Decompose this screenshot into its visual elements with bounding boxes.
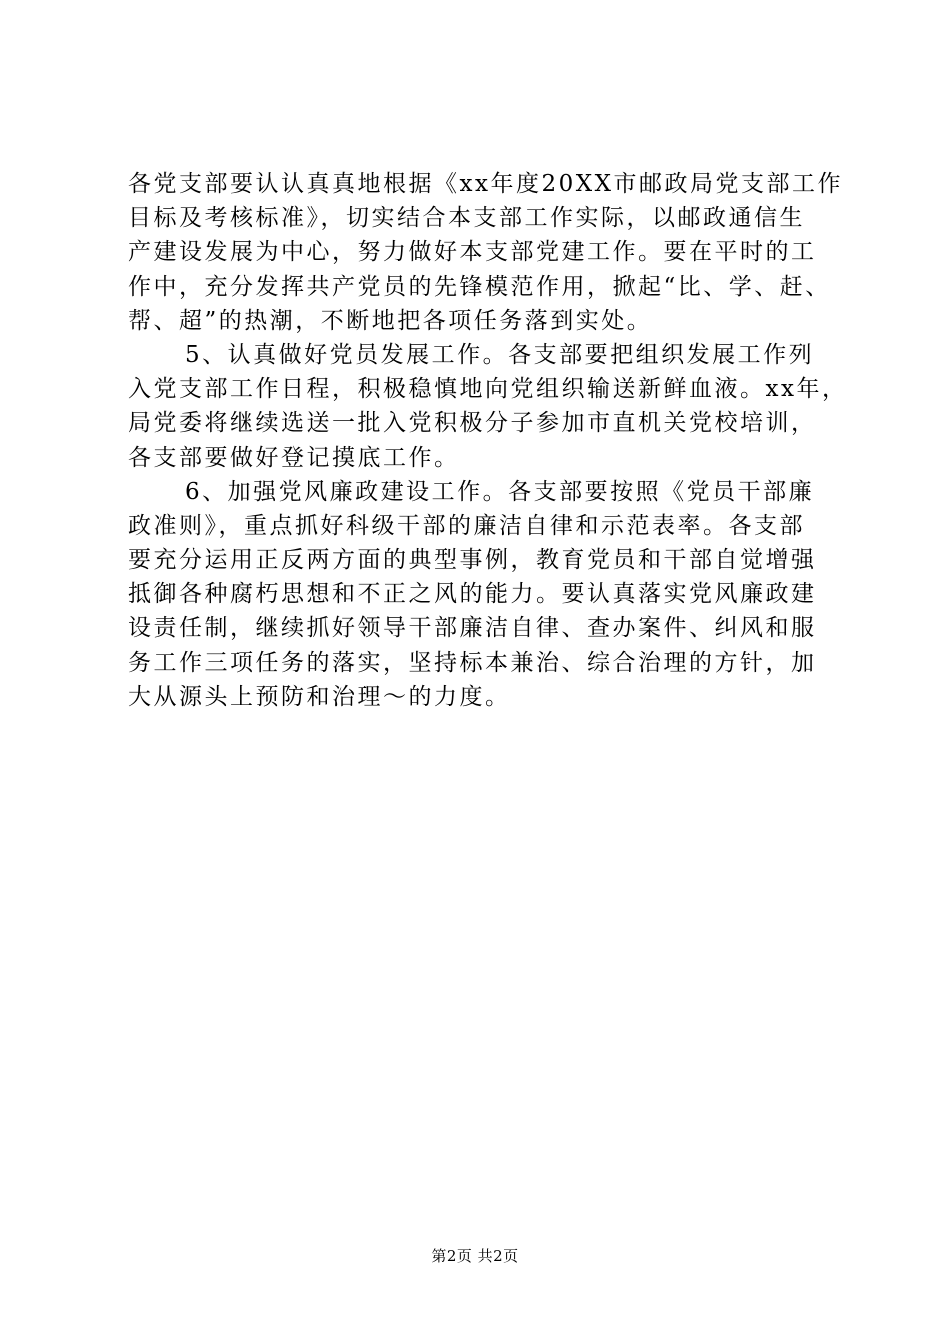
document-body	[128, 167, 848, 714]
text-line: 大从源头上预防和治理～的力度。	[128, 683, 511, 710]
text-line: 要充分运用正反两方面的典型事例，教育党员和干部自觉增强	[128, 547, 817, 574]
paragraph-6-first-line: 6、加强党风廉政建设工作。各支部要按照《党员干部廉	[185, 478, 815, 505]
text-line: 设责任制，继续抓好领导干部廉洁自律、查办案件、纠风和服	[128, 615, 817, 642]
text-line: 局党委将继续选送一批入党积极分子参加市直机关党校培训，	[128, 410, 817, 437]
text-line: 产建设发展为中心，努力做好本支部党建工作。要在平时的工	[128, 239, 817, 266]
text-line: 务工作三项任务的落实，坚持标本兼治、综合治理的方针，加	[128, 649, 817, 676]
text-line: 政准则》，重点抓好科级干部的廉洁自律和示范表率。各支部	[128, 512, 805, 539]
text-line: 帮、超”的热潮，不断地把各项任务落到实处。	[128, 307, 653, 334]
paragraph-5-first-line: 5、认真做好党员发展工作。各支部要把组织发展工作列	[185, 341, 815, 368]
text-line: 目标及考核标准》，切实结合本支部工作实际，以邮政通信生	[128, 205, 805, 232]
text-line: 入党支部工作日程，积极稳慎地向党组织输送新鲜血液。xx年，	[128, 376, 848, 403]
text-line: 抵御各种腐朽思想和不正之风的能力。要认真落实党风廉政建	[128, 581, 817, 608]
page-number: 第2页 共2页	[431, 1247, 519, 1265]
text-line: 作中，充分发挥共产党员的先锋模范作用，掀起“比、学、赶、	[128, 273, 831, 300]
text-line: 各支部要做好登记摸底工作。	[128, 444, 460, 471]
text-line: 各党支部要认认真真地根据《xx年度20XX市邮政局党支部工作	[128, 171, 843, 197]
